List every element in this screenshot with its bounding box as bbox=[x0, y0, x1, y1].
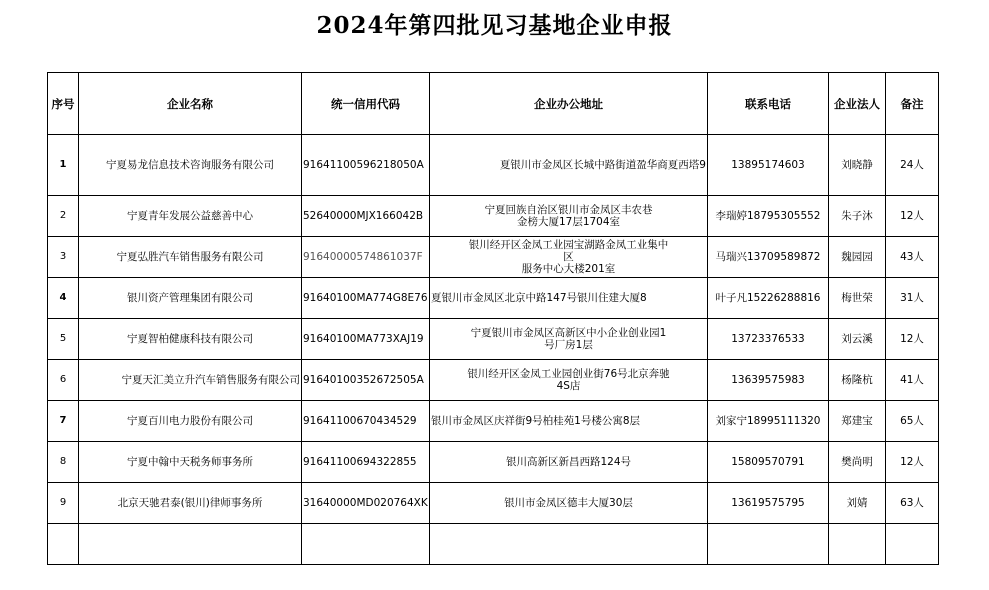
document-title: 2024年第四批见习基地企业申报 bbox=[316, 12, 673, 39]
cell-credit-code: 91640000574861037F bbox=[302, 237, 430, 278]
cell-address: 银川市金凤区庆祥街9号柏桂苑1号楼公寓8层 bbox=[430, 401, 708, 442]
cell-legal-rep: 魏园园 bbox=[829, 237, 886, 278]
cell-phone: 马瑞兴13709589872 bbox=[708, 237, 829, 278]
cell-phone: 13723376533 bbox=[708, 319, 829, 360]
cell-address: 银川经开区金凤工业园创业街76号北京奔驰 4S店 bbox=[430, 360, 708, 401]
cell-seq: 7 bbox=[48, 401, 79, 442]
header-legal-rep: 企业法人 bbox=[829, 73, 886, 135]
cell-credit-code: 91641100670434529 bbox=[302, 401, 430, 442]
cell-remark: 63人 bbox=[886, 483, 939, 524]
cell-phone: 13619575795 bbox=[708, 483, 829, 524]
cell-company: 银川资产管理集团有限公司 bbox=[79, 278, 302, 319]
header-remark: 备注 bbox=[886, 73, 939, 135]
cell-legal-rep: 刘晓静 bbox=[829, 135, 886, 196]
cell-seq: 4 bbox=[48, 278, 79, 319]
cell-company: 宁夏易龙信息技术咨询服务有限公司 bbox=[79, 135, 302, 196]
cell-legal-rep: 梅世荣 bbox=[829, 278, 886, 319]
table-row bbox=[48, 483, 939, 524]
cell-seq: 9 bbox=[48, 483, 79, 524]
cell-seq: 5 bbox=[48, 319, 79, 360]
table-row bbox=[48, 319, 939, 360]
enterprise-table bbox=[47, 72, 939, 565]
table-row-empty bbox=[48, 524, 939, 565]
cell-company: 宁夏青年发展公益慈善中心 bbox=[79, 196, 302, 237]
cell-address: 银川经开区金凤工业园宝湖路金凤工业集中 区 服务中心大楼201室 bbox=[430, 237, 708, 278]
cell-remark: 31人 bbox=[886, 278, 939, 319]
cell-legal-rep: 刘云溪 bbox=[829, 319, 886, 360]
cell-seq: 3 bbox=[48, 237, 79, 278]
cell-credit-code: 52640000MJX166042B bbox=[302, 196, 430, 237]
cell-phone: 刘家宁18995111320 bbox=[708, 401, 829, 442]
cell-seq: 6 bbox=[48, 360, 79, 401]
cell-seq: 1 bbox=[48, 135, 79, 196]
table-row bbox=[48, 278, 939, 319]
cell-remark: 12人 bbox=[886, 442, 939, 483]
cell-address: 银川高新区新昌西路124号 bbox=[430, 442, 708, 483]
cell-company: 宁夏弘胜汽车销售服务有限公司 bbox=[79, 237, 302, 278]
cell-phone: 李瑞婷18795305552 bbox=[708, 196, 829, 237]
table-row bbox=[48, 360, 939, 401]
cell-address: 宁夏回族自治区银川市金凤区丰农巷 金榜大厦17层1704室 bbox=[430, 196, 708, 237]
cell-address: 宁夏银川市金凤区高新区中小企业创业园1 号厂房1层 bbox=[430, 319, 708, 360]
cell-remark: 43人 bbox=[886, 237, 939, 278]
cell-company: 宁夏中翰中天税务师事务所 bbox=[79, 442, 302, 483]
table-row bbox=[48, 135, 939, 196]
cell-legal-rep: 郑建宝 bbox=[829, 401, 886, 442]
cell-phone: 13639575983 bbox=[708, 360, 829, 401]
table-row bbox=[48, 442, 939, 483]
cell-phone: 叶子凡15226288816 bbox=[708, 278, 829, 319]
header-credit-code: 统一信用代码 bbox=[302, 73, 430, 135]
cell-credit-code: 91640100352672505A bbox=[302, 360, 430, 401]
cell-remark: 65人 bbox=[886, 401, 939, 442]
cell-empty bbox=[829, 524, 886, 565]
header-company: 企业名称 bbox=[79, 73, 302, 135]
cell-credit-code: 91641100596218050A bbox=[302, 135, 430, 196]
cell-credit-code: 91641100694322855 bbox=[302, 442, 430, 483]
cell-remark: 24人 bbox=[886, 135, 939, 196]
cell-phone: 13895174603 bbox=[708, 135, 829, 196]
table-row bbox=[48, 401, 939, 442]
cell-remark: 12人 bbox=[886, 319, 939, 360]
cell-remark: 41人 bbox=[886, 360, 939, 401]
cell-credit-code: 91640100MA774G8E76 bbox=[302, 278, 430, 319]
cell-credit-code: 31640000MD020764XK bbox=[302, 483, 430, 524]
cell-company: 宁夏智柏健康科技有限公司 bbox=[79, 319, 302, 360]
header-address: 企业办公地址 bbox=[430, 73, 708, 135]
cell-empty bbox=[302, 524, 430, 565]
cell-empty bbox=[48, 524, 79, 565]
cell-company: 宁夏百川电力股份有限公司 bbox=[79, 401, 302, 442]
cell-seq: 8 bbox=[48, 442, 79, 483]
cell-address: 夏银川市金凤区长城中路街道盈华商夏西塔9 bbox=[430, 135, 708, 196]
cell-empty bbox=[430, 524, 708, 565]
cell-empty bbox=[708, 524, 829, 565]
cell-company: 北京天驰君泰(银川)律师事务所 bbox=[79, 483, 302, 524]
cell-legal-rep: 杨隆杭 bbox=[829, 360, 886, 401]
cell-empty bbox=[79, 524, 302, 565]
cell-credit-code: 91640100MA773XAJ19 bbox=[302, 319, 430, 360]
cell-legal-rep: 樊尚明 bbox=[829, 442, 886, 483]
cell-company: 宁夏天汇美立升汽车销售服务有限公司 bbox=[79, 360, 302, 401]
table-row bbox=[48, 196, 939, 237]
cell-remark: 12人 bbox=[886, 196, 939, 237]
cell-address: 夏银川市金凤区北京中路147号银川住建大厦8 bbox=[430, 278, 708, 319]
header-phone: 联系电话 bbox=[708, 73, 829, 135]
cell-empty bbox=[886, 524, 939, 565]
header-seq: 序号 bbox=[48, 73, 79, 135]
cell-legal-rep: 朱子沐 bbox=[829, 196, 886, 237]
cell-phone: 15809570791 bbox=[708, 442, 829, 483]
cell-address: 银川市金凤区德丰大厦30层 bbox=[430, 483, 708, 524]
cell-seq: 2 bbox=[48, 196, 79, 237]
cell-legal-rep: 刘婧 bbox=[829, 483, 886, 524]
table-header-row bbox=[48, 73, 939, 135]
table-row bbox=[48, 237, 939, 278]
